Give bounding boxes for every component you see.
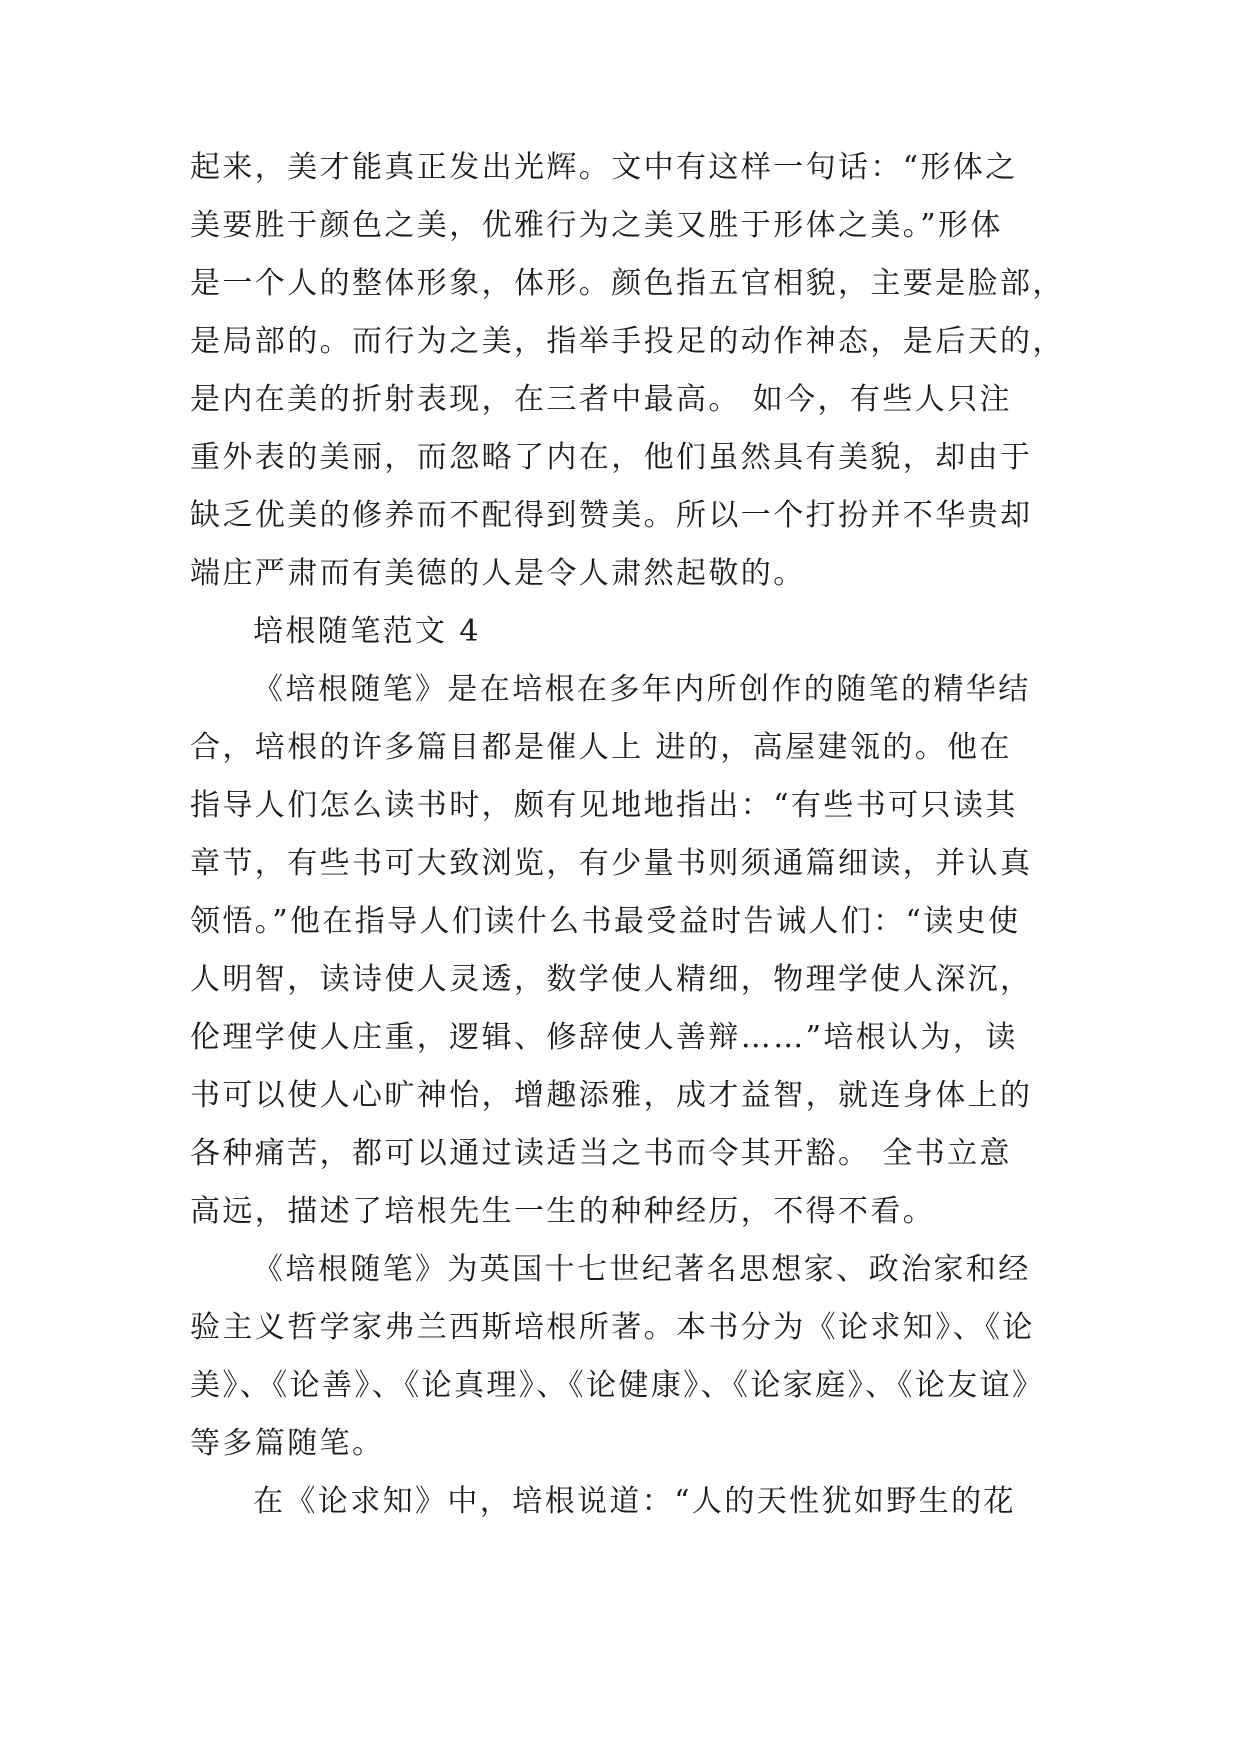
text-line: 《培根随笔》为英国十七世纪著名思想家、政治家和经 bbox=[253, 1252, 1031, 1287]
text-line: 等多篇随笔。 bbox=[190, 1426, 385, 1461]
text-line: 指导人们怎么读书时，颇有见地地指出：“有些书可只读其 bbox=[190, 788, 1018, 823]
text-line: 是一个人的整体形象，体形。颜色指五官相貌，主要是脸部， bbox=[190, 266, 1065, 301]
text-line: 美》、《论善》、《论真理》、《论健康》、《论家庭》、《论友谊》 bbox=[190, 1368, 1045, 1403]
text-line: 是内在美的折射表现，在三者中最高。 如今，有些人只注 bbox=[190, 382, 1012, 417]
text-line: 书可以使人心旷神怡，增趣添雅，成才益智，就连身体上的 bbox=[190, 1078, 1033, 1113]
text-line: 缺乏优美的修养而不配得到赞美。所以一个打扮并不华贵却 bbox=[190, 498, 1033, 533]
text-line: 各种痛苦，都可以通过读适当之书而令其开豁。 全书立意 bbox=[190, 1136, 1012, 1171]
text-line: 美要胜于颜色之美，优雅行为之美又胜于形体之美。”形体 bbox=[190, 208, 1003, 243]
text-line: 合，培根的许多篇目都是催人上 进的，高屋建瓴的。他在 bbox=[190, 730, 1012, 765]
text-line: 端庄严肃而有美德的人是令人肃然起敬的。 bbox=[190, 556, 806, 591]
section-heading: 培根随笔范文 4 bbox=[253, 614, 481, 649]
text-line: 重外表的美丽，而忽略了内在，他们虽然具有美貌，却由于 bbox=[190, 440, 1033, 475]
text-line: 领悟。”他在指导人们读什么书最受益时告诫人们：“读史使 bbox=[190, 904, 1021, 939]
text-line: 人明智，读诗使人灵透，数学使人精细，物理学使人深沉， bbox=[190, 962, 1033, 997]
text-line: 伦理学使人庄重，逻辑、修辞使人善辩……”培根认为，读 bbox=[190, 1020, 1018, 1055]
text-line: 起来，美才能真正发出光辉。文中有这样一句话：“形体之 bbox=[190, 150, 1018, 185]
text-line: 章节，有些书可大致浏览，有少量书则须通篇细读，并认真 bbox=[190, 846, 1033, 881]
text-line: 验主义哲学家弗兰西斯培根所著。本书分为《论求知》、《论 bbox=[190, 1310, 1035, 1345]
text-line: 《培根随笔》是在培根在多年内所创作的随笔的精华结 bbox=[253, 672, 1031, 707]
text-line: 是局部的。而行为之美，指举手投足的动作神态，是后天的， bbox=[190, 324, 1065, 359]
text-line: 高远，描述了培根先生一生的种种经历，不得不看。 bbox=[190, 1194, 936, 1229]
text-line: 在《论求知》中，培根说道：“人的天性犹如野生的花 bbox=[253, 1484, 1016, 1519]
